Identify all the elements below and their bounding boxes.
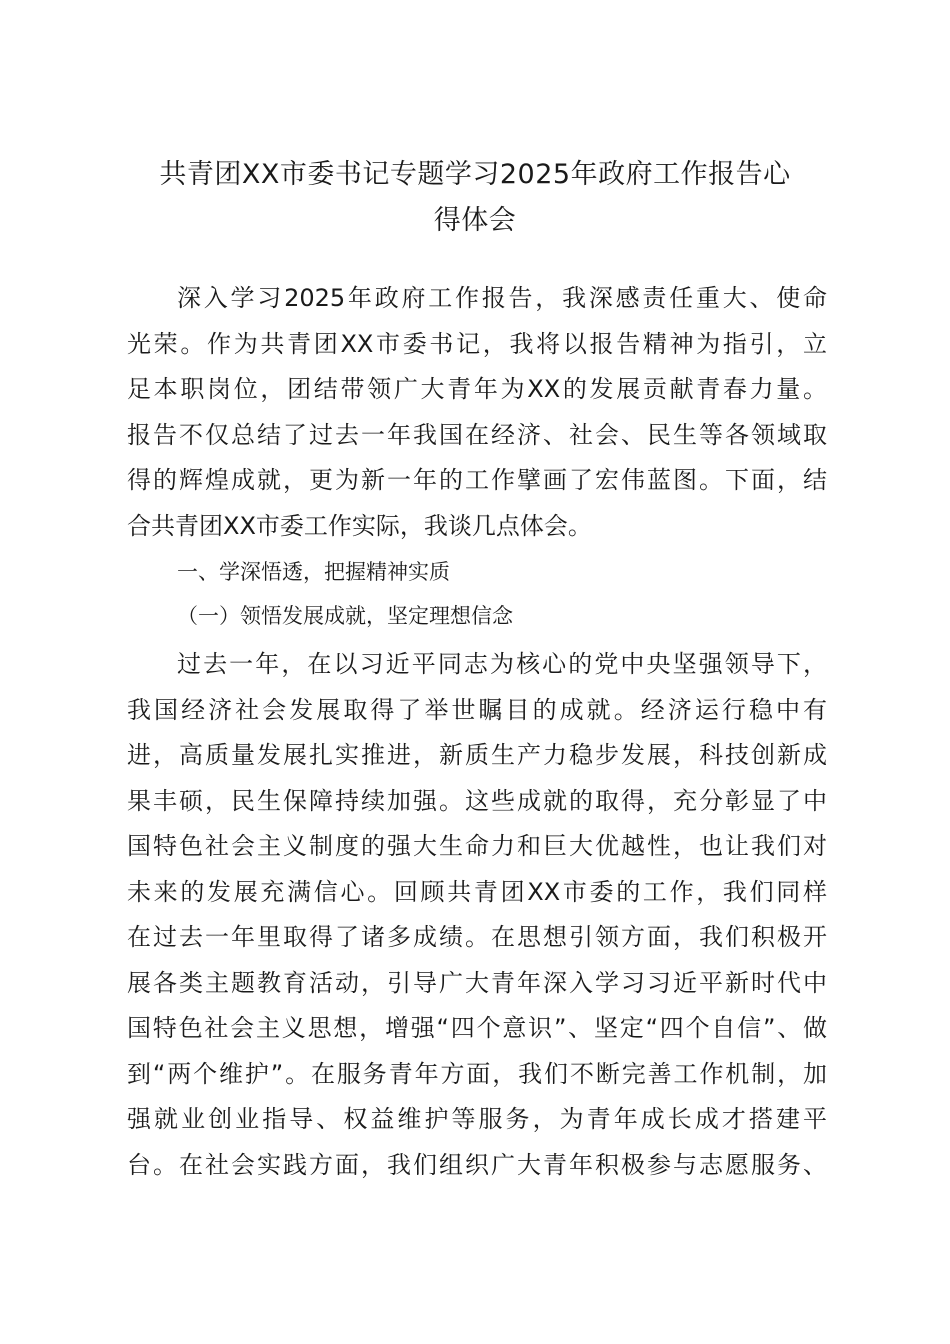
paragraph-line: 足本职岗位，团结带领广大青年为XX的发展贡献青春力量。 (127, 375, 827, 403)
paragraph-line: 光荣。作为共青团XX市委书记，我将以报告精神为指引，立 (127, 329, 827, 358)
paragraph-line: 果丰硕，民生保障持续加强。这些成就的取得，充分彰显了中 (127, 786, 827, 815)
paragraph-line: 国特色社会主义思想，增强“四个意识”、坚定“四个自信”、做 (127, 1014, 827, 1042)
paragraph-line: 深入学习2025年政府工作报告，我深感责任重大、使命 (177, 284, 827, 312)
paragraph-line: 到“两个维护”。在服务青年方面，我们不断完善工作机制，加 (127, 1059, 827, 1088)
paragraph-line: 报告不仅总结了过去一年我国在经济、社会、民生等各领域取 (127, 420, 827, 449)
paragraph-line: 过去一年，在以习近平同志为核心的党中央坚强领导下， (177, 650, 827, 678)
paragraph-line: 得的辉煌成就，更为新一年的工作擘画了宏伟蓝图。下面，结 (127, 466, 827, 494)
section-heading-1: 一、学深悟透，把握精神实质 (177, 560, 450, 584)
paragraph-line: 未来的发展充满信心。回顾共青团XX市委的工作，我们同样 (127, 877, 827, 906)
paragraph-line: 展各类主题教育活动，引导广大青年深入学习习近平新时代中 (127, 968, 827, 997)
paragraph-line: 国特色社会主义制度的强大生命力和巨大优越性，也让我们对 (127, 832, 827, 860)
document-title (100, 152, 850, 244)
body-paragraph (127, 642, 827, 1188)
intro-paragraph (127, 276, 827, 549)
paragraph-line: 合共青团XX市委工作实际，我谈几点体会。 (127, 511, 592, 540)
paragraph-line: 强就业创业指导、权益维护等服务，为青年成长成才搭建平 (127, 1105, 827, 1133)
paragraph-line: 进，高质量发展扎实推进，新质生产力稳步发展，科技创新成 (127, 741, 827, 769)
paragraph-line: 台。在社会实践方面，我们组织广大青年积极参与志愿服务、 (127, 1150, 827, 1179)
paragraph-line: 在过去一年里取得了诸多成绩。在思想引领方面，我们积极开 (127, 923, 827, 951)
document-body (127, 276, 827, 1188)
paragraph-line: 我国经济社会发展取得了举世瞩目的成就。经济运行稳中有 (127, 695, 827, 724)
subsection-heading-1: （一）领悟发展成就，坚定理想信念 (177, 604, 513, 628)
title-line-2: 得体会 (433, 205, 517, 236)
title-line-1: 共青团XX市委书记专题学习2025年政府工作报告心 (159, 159, 791, 190)
